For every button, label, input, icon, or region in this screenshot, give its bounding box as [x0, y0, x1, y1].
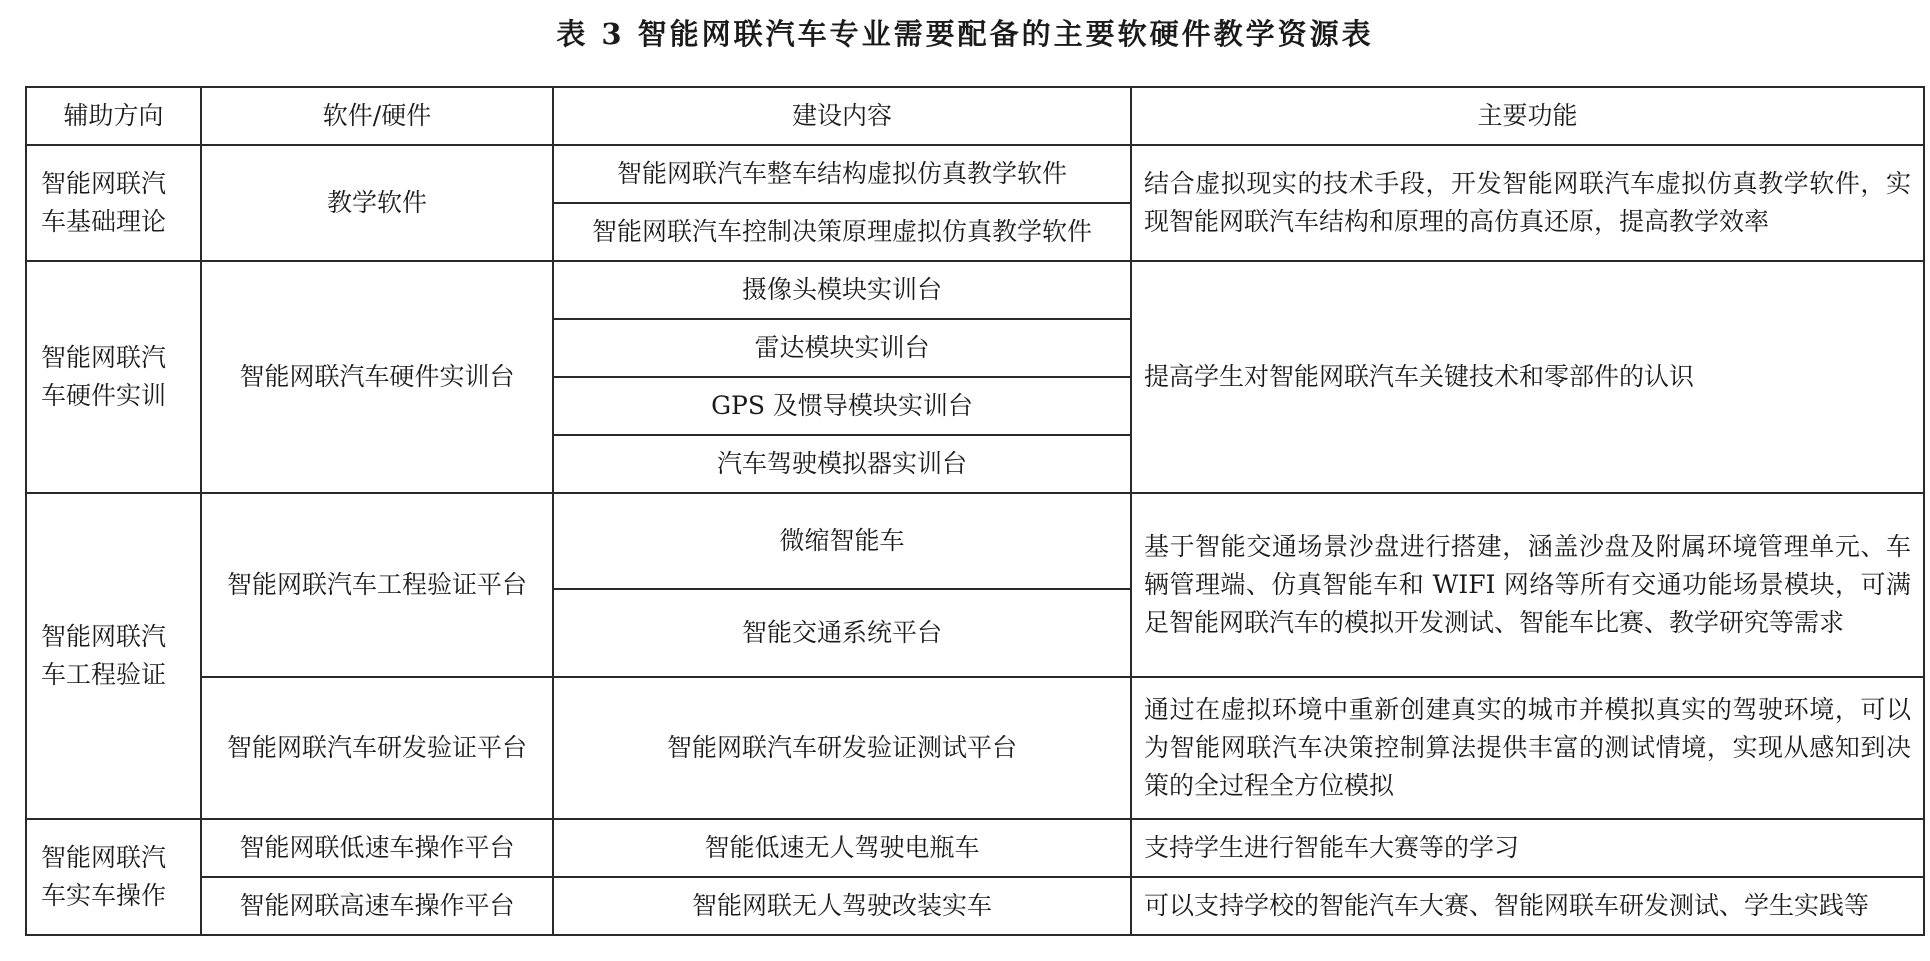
header-construction-content: 建设内容	[553, 87, 1131, 145]
header-direction: 辅助方向	[26, 87, 201, 145]
direction-cell: 智能网联汽车工程验证	[26, 493, 201, 819]
header-software-hardware: 软件/硬件	[201, 87, 553, 145]
table-row	[26, 877, 1924, 935]
resource-table	[25, 86, 1925, 936]
table-row	[26, 677, 1924, 819]
content-cell: 智能交通系统平台	[553, 589, 1131, 677]
header-main-function: 主要功能	[1131, 87, 1924, 145]
content-cell: 雷达模块实训台	[553, 319, 1131, 377]
item-cell: 智能网联汽车工程验证平台	[201, 493, 553, 677]
item-cell: 智能网联汽车研发验证平台	[201, 677, 553, 819]
table-row	[26, 145, 1924, 203]
table-title: 表 3 智能网联汽车专业需要配备的主要软硬件教学资源表	[556, 17, 1374, 51]
content-cell: 智能低速无人驾驶电瓶车	[553, 819, 1131, 877]
function-cell: 基于智能交通场景沙盘进行搭建，涵盖沙盘及附属环境管理单元、车辆管理端、仿真智能车和 WIFI 网络等所有交通功能场景模块，可满足智能网联汽车的模拟开发测试、智能车比赛、教学研究等需求	[1131, 493, 1924, 677]
direction-cell: 智能网联汽车实车操作	[26, 819, 201, 935]
item-cell: 教学软件	[201, 145, 553, 261]
content-cell: GPS 及惯导模块实训台	[553, 377, 1131, 435]
function-cell: 支持学生进行智能车大赛等的学习	[1131, 819, 1924, 877]
content-cell: 微缩智能车	[553, 493, 1131, 589]
function-cell: 结合虚拟现实的技术手段，开发智能网联汽车虚拟仿真教学软件，实现智能网联汽车结构和原理的高仿真还原，提高教学效率	[1131, 145, 1924, 261]
content-cell: 摄像头模块实训台	[553, 261, 1131, 319]
function-cell: 通过在虚拟环境中重新创建真实的城市并模拟真实的驾驶环境，可以为智能网联汽车决策控制算法提供丰富的测试情境，实现从感知到决策的全过程全方位模拟	[1131, 677, 1924, 819]
direction-cell: 智能网联汽车硬件实训	[26, 261, 201, 493]
table-row	[26, 261, 1924, 319]
content-cell: 智能网联无人驾驶改装实车	[553, 877, 1131, 935]
direction-cell: 智能网联汽车基础理论	[26, 145, 201, 261]
table-row	[26, 493, 1924, 589]
table-row	[26, 819, 1924, 877]
content-cell: 智能网联汽车控制决策原理虚拟仿真教学软件	[553, 203, 1131, 261]
content-cell: 智能网联汽车研发验证测试平台	[553, 677, 1131, 819]
content-cell: 汽车驾驶模拟器实训台	[553, 435, 1131, 493]
function-cell: 可以支持学校的智能汽车大赛、智能网联车研发测试、学生实践等	[1131, 877, 1924, 935]
item-cell: 智能网联低速车操作平台	[201, 819, 553, 877]
item-cell: 智能网联高速车操作平台	[201, 877, 553, 935]
header-row	[26, 87, 1924, 145]
content-cell: 智能网联汽车整车结构虚拟仿真教学软件	[553, 145, 1131, 203]
item-cell: 智能网联汽车硬件实训台	[201, 261, 553, 493]
function-cell: 提高学生对智能网联汽车关键技术和零部件的认识	[1131, 261, 1924, 493]
